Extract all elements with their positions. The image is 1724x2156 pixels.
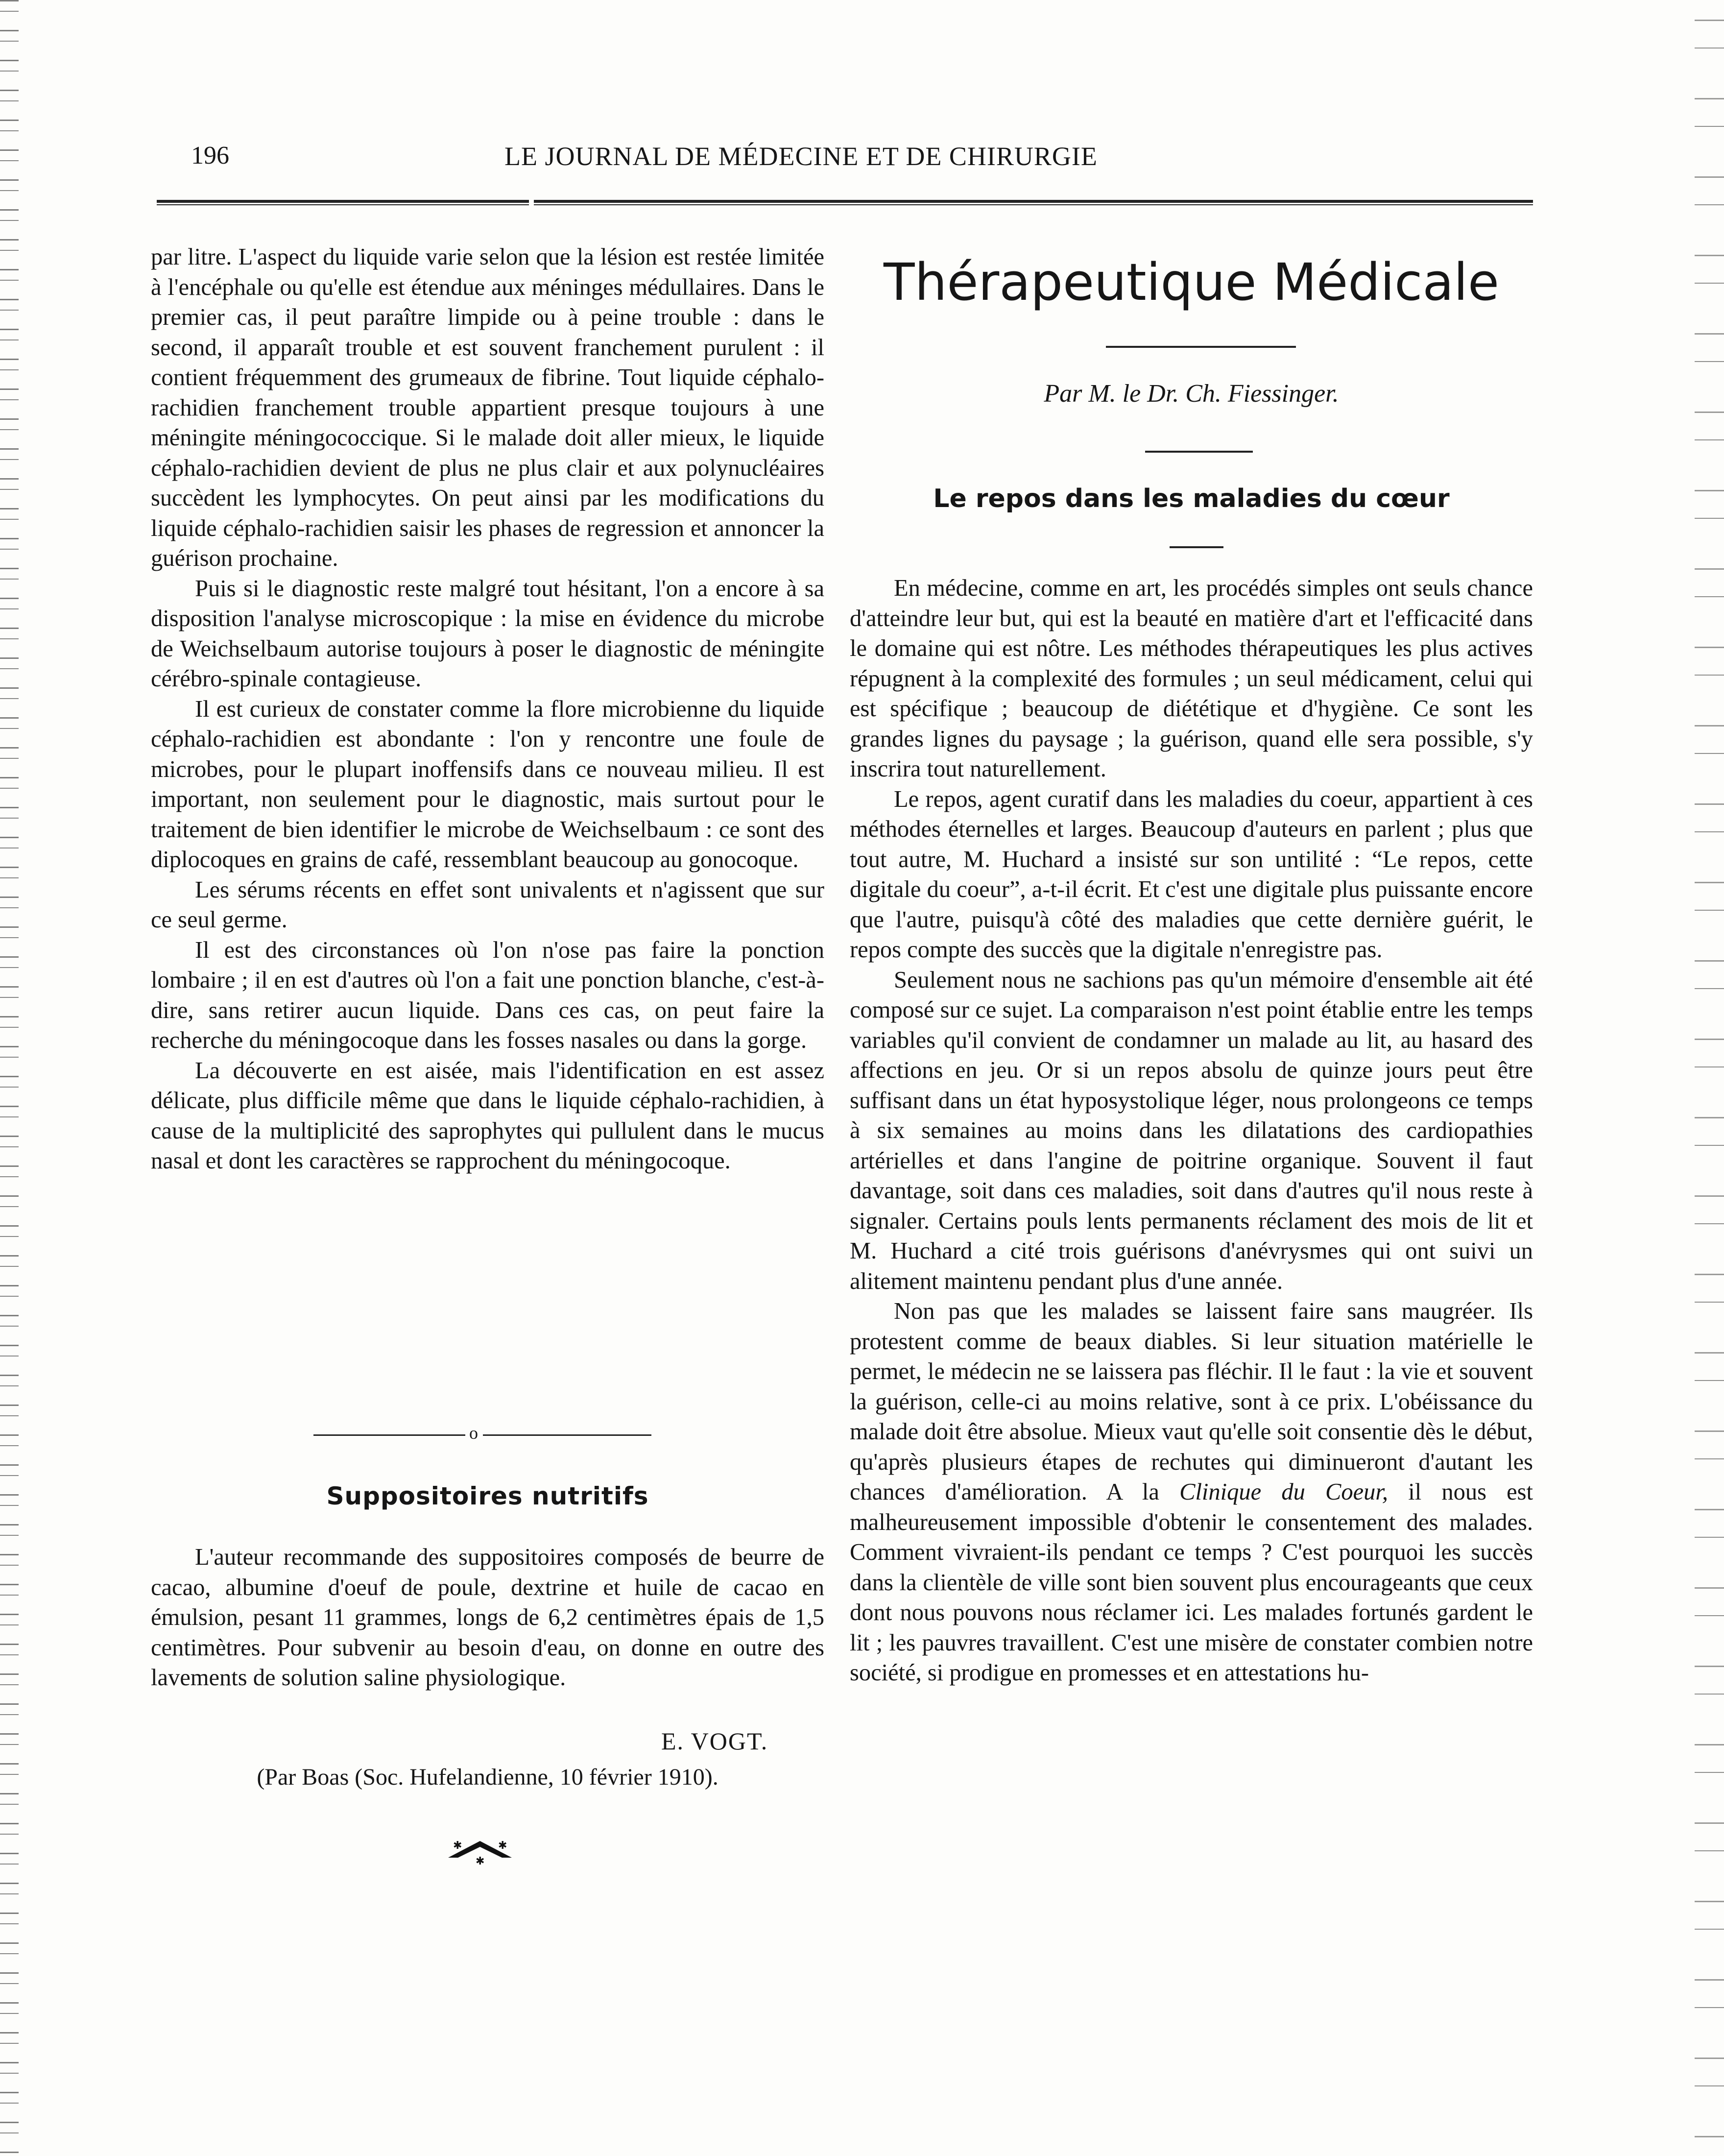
separator-line-left [313, 1434, 465, 1436]
scan-edge-left [0, 0, 19, 2156]
fleuron-ornament-icon [443, 1836, 517, 1865]
left-column [151, 242, 824, 1176]
svg-text:✱: ✱ [498, 1840, 507, 1852]
right-paragraph-4-italic: Clinique du Coeur, [1179, 1479, 1389, 1505]
source-reference: (Par Boas (Soc. Hufelandienne, 10 février 1910). [257, 1764, 718, 1790]
right-paragraph-2: Le repos, agent curatif dans les maladies du coeur, appartient à ces méthodes éternelles et larges. Beaucoup d'auteurs en parlent ; plus que tout autre, M. Huchard a insisté sur son untilité : “Le repos, cette digitale du coeur”, a-t-il écrit. Et c'est une digitale plus puissante encore que l'autre, puisqu'à côté des maladies que cette dernière guérit, le repos compte des succès que la digitale n'enregistre pas. [850, 786, 1533, 963]
suppositoires-paragraph: L'auteur recommande des suppositoires composés de beurre de cacao, albumine d'oeuf de poule, dextrine et huile de cacao en émulsion, pesant 11 grammes, longs de 6,2 centimètres épais de 1,5 centimètres. Pour subvenir au besoin d'eau, on donne en outre des lavements de solution saline physiologique. [151, 1544, 824, 1691]
left-paragraph-5: Il est des circonstances où l'on n'ose pas faire la ponction lombaire ; il en est d'autres où l'on a fait une ponction blanche, c'est-à-dire, sans retirer aucun liquide. Dans ces cas, on peut faire la recherche du méningocoque dans les fosses nasales ou dans la gorge. [151, 937, 824, 1053]
author-signature: E. VOGT. [661, 1727, 768, 1755]
svg-text:✱: ✱ [453, 1840, 462, 1852]
left-paragraph-6: La découverte en est aisée, mais l'identification en est assez délicate, plus difficile même que dans le liquide céphalo-rachidien, à cause de la multiplicité des saprophytes qui pullulent dans le mucus nasal et dont les caractères se rapprochent du méningocoque. [151, 1057, 824, 1174]
section-separator [313, 1425, 651, 1444]
section-title: Thérapeutique Médicale [884, 252, 1499, 312]
separator-mark: o [469, 1423, 478, 1443]
journal-title: LE JOURNAL DE MÉDECINE ET DE CHIRURGIE [504, 142, 1098, 171]
title-rule [1106, 346, 1296, 348]
suppositoires-section [151, 1542, 824, 1693]
right-column [850, 573, 1533, 1688]
author-byline: Par M. le Dr. Ch. Fiessinger. [1044, 380, 1339, 408]
left-paragraph-3: Il est curieux de constater comme la flore microbienne du liquide céphalo-rachidien est abondante : l'on y rencontre une foule de microbes, pour le plupart inoffensifs dans ce nouveau milieu. Il est important, non seulement pour le diagnostic, mais surtout pour le traitement de bien identifier le microbe de Weichselbaum : ce sont des diplocoques en grains de café, ressemblant beaucoup au gonocoque. [151, 696, 824, 872]
byline-rule [1145, 451, 1253, 453]
svg-text:✱: ✱ [476, 1855, 485, 1865]
page-number: 196 [191, 142, 229, 170]
right-paragraph-1: En médecine, comme en art, les procédés simples ont seuls chance d'atteindre leur but, qui est la beauté en matière d'art et l'efficacité dans le domaine qui est nôtre. Les méthodes thérapeutiques les plus actives répugnent à la complexité des formules ; un seul médicament, celui qui est spécifique ; beaucoup de diététique et d'hygiène. Ce sont les grandes lignes du paysage ; la guérison, quand elle sera possible, s'y inscrira tout naturellement. [850, 575, 1533, 782]
heading-rule [1170, 546, 1223, 548]
right-paragraph-3: Seulement nous ne sachions pas qu'un mémoire d'ensemble ait été composé sur ce sujet. La comparaison n'est point établie entre les temps variables qu'il convient de condamner un malade au lit, au hasard des affections en jeu. Or si un repos absolu de quinze jours peut être suffisant dans un état hyposystolique léger, nous prolongeons ce temps à six semaines au moins dans les dilatations des cardiopathies artérielles et dans l'angine de poitrine organique. Souvent il faut davantage, soit dans ces maladies, soit dans d'autres qu'il nous reste à signaler. Certains pouls lents permanents réclament des mois de lit et M. Huchard a cité trois guérisons d'anévrysmes qui ont suivi un alitement maintenu pendant plus d'une année. [850, 967, 1533, 1294]
right-paragraph-4-start: Non pas que les malades se laissent faire sans maugréer. Ils protestent comme de beaux diables. Si leur situation matérielle le permet, le médecin ne se laissera pas fléchir. Il le faut : la vie et souvent la guérison, celle-ci au moins relative, sont à ce prix. L'obéissance du malade doit être absolue. Mieux vaut qu'elle soit consentie dès le début, qu'après plusieurs étapes de rechutes qui diminueront d'autant les chances d'amélioration. A la [850, 1298, 1533, 1505]
right-paragraph-4 [850, 1296, 1533, 1688]
header-rule-right [534, 200, 1533, 205]
separator-line-right [483, 1434, 651, 1436]
right-paragraph-4-end: il nous est malheureusement impossible d'obtenir le consentement des malades. Comment vivraient-ils pendant ce temps ? C'est pourquoi les succès dans la clientèle de ville sont bien souvent plus encourageants que ceux dont nous pouvons nous réclamer ici. Les malades fortunés gardent le lit ; les pauvres travaillent. C'est une misère de constater combien notre société, si prodigue en promesses et en attestations hu- [850, 1479, 1533, 1686]
left-paragraph-1: par litre. L'aspect du liquide varie selon que la lésion est restée limitée à l'encéphale ou qu'elle est étendue aux méninges médullaires. Dans le premier cas, il peut paraître limpide ou à peine trouble : dans le second, il apparaît trouble et est souvent franchement purulent : il contient fréquemment des grumeaux de fibrine. Tout liquide céphalo-rachidien franchement trouble appartient presque toujours à une méningite méningococcique. Si le malade doit aller mieux, le liquide céphalo-rachidien devient de plus ne plus clair et aux polynucléaires succèdent les lymphocytes. On peut ainsi par les modifications du liquide céphalo-rachidien saisir les phases de regression et annoncer la guérison prochaine. [151, 244, 824, 571]
scan-edge-right [1695, 0, 1724, 2156]
header-rule-left [157, 200, 529, 205]
left-paragraph-2: Puis si le diagnostic reste malgré tout hésitant, l'on a encore à sa disposition l'analyse microscopique : la mise en évidence du microbe de Weichselbaum autorise toujours à poser le diagnostic de méningite cérébro-spinale contagieuse. [151, 575, 824, 692]
section-heading-suppositoires: Suppositoires nutritifs [326, 1482, 649, 1510]
left-paragraph-4: Les sérums récents en effet sont univalents et n'agissent que sur ce seul germe. [151, 876, 824, 933]
article-heading: Le repos dans les maladies du cœur [933, 484, 1450, 513]
